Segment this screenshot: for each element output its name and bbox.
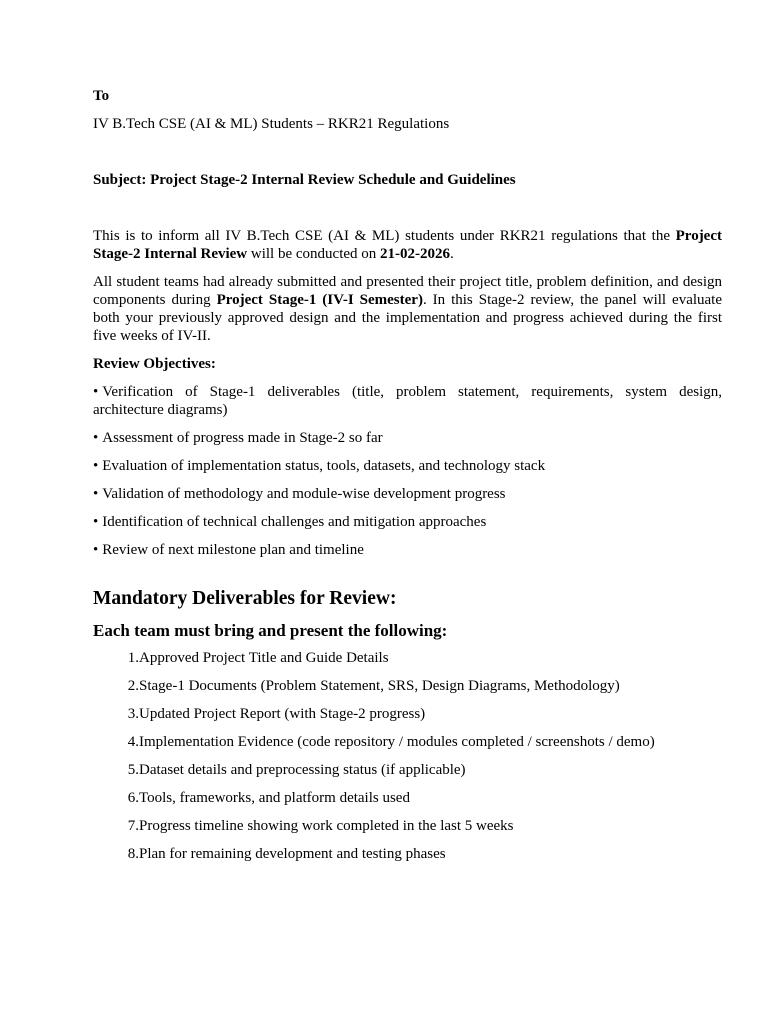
objective-text: Evaluation of implementation status, tools, datasets, and technology stack <box>102 458 546 474</box>
objective-text: Verification of Stage-1 deliverables (title, problem statement, requirements, system design, architecture diagrams) <box>93 384 722 418</box>
list-item <box>93 677 722 695</box>
list-item <box>93 485 722 503</box>
objective-text: Assessment of progress made in Stage-2 so far <box>102 430 383 446</box>
para2-text-2: . In this Stage-2 review, the panel will evaluate both your previously approved design and the implementation and progress achieved during the first five weeks of IV-II. <box>93 292 723 344</box>
deliverable-text: Approved Project Title and Guide Details <box>139 650 389 666</box>
list-item <box>93 817 722 835</box>
bullet-icon: • <box>93 486 99 502</box>
list-item <box>93 513 722 531</box>
item-number: 2. <box>127 678 139 694</box>
item-number: 8. <box>127 846 139 862</box>
intro-text-2: will be conducted on <box>247 246 381 262</box>
objective-text: Validation of methodology and module-wise development progress <box>102 486 506 502</box>
deliverable-text: Dataset details and preprocessing status (if applicable) <box>139 762 466 778</box>
objective-text: Review of next milestone plan and timeline <box>102 542 364 558</box>
recipients-line: IV B.Tech CSE (AI & ML) Students – RKR21 Regulations <box>93 116 450 132</box>
list-item <box>93 457 722 475</box>
intro-bold-date: 21-02-2026 <box>380 246 451 262</box>
bullet-icon: • <box>93 430 99 446</box>
deliverables-heading: Mandatory Deliverables for Review: <box>93 588 397 609</box>
deliverable-text: Tools, frameworks, and platform details used <box>139 790 410 806</box>
objectives-list <box>93 383 722 559</box>
list-item <box>93 649 722 667</box>
subject-line: Subject: Project Stage-2 Internal Review Schedule and Guidelines <box>93 172 516 188</box>
objectives-heading: Review Objectives: <box>93 356 216 372</box>
deliverables-list <box>93 649 722 863</box>
bullet-icon: • <box>93 514 99 530</box>
list-item <box>93 733 722 751</box>
item-number: 3. <box>127 706 139 722</box>
list-item <box>93 383 722 419</box>
deliverable-text: Stage-1 Documents (Problem Statement, SRS, Design Diagrams, Methodology) <box>139 678 620 694</box>
item-number: 1. <box>127 650 139 666</box>
para2-text-1: All student teams had already submitted and presented their project title, problem definition, and design components during <box>93 274 722 308</box>
intro-paragraph <box>93 227 722 263</box>
item-number: 7. <box>127 818 139 834</box>
list-item <box>93 845 722 863</box>
list-item <box>93 761 722 779</box>
objective-text: Identification of technical challenges and mitigation approaches <box>102 514 487 530</box>
list-item <box>93 541 722 559</box>
bullet-icon: • <box>93 458 99 474</box>
deliverable-text: Plan for remaining development and testing phases <box>139 846 446 862</box>
deliverables-subheading: Each team must bring and present the following: <box>93 621 448 640</box>
list-item <box>93 705 722 723</box>
deliverable-text: Implementation Evidence (code repository / modules completed / screenshots / demo) <box>139 734 655 750</box>
deliverable-text: Progress timeline showing work completed in the last 5 weeks <box>139 818 514 834</box>
list-item <box>93 429 722 447</box>
intro-bold-review-name: Project Stage-2 Internal Review <box>93 228 722 262</box>
to-label: To <box>93 88 110 104</box>
item-number: 5. <box>127 762 139 778</box>
bullet-icon: • <box>93 542 99 558</box>
background-paragraph <box>93 273 722 345</box>
item-number: 6. <box>127 790 139 806</box>
item-number: 4. <box>127 734 139 750</box>
list-item <box>93 789 722 807</box>
intro-text-3: . <box>450 246 454 262</box>
document-page <box>93 87 722 873</box>
intro-text-1: This is to inform all IV B.Tech CSE (AI & ML) students under RKR21 regulations that the <box>93 228 676 244</box>
para2-bold-stage1: Project Stage-1 (IV-I Semester) <box>216 292 423 308</box>
deliverable-text: Updated Project Report (with Stage-2 progress) <box>139 706 426 722</box>
bullet-icon: • <box>93 384 99 400</box>
